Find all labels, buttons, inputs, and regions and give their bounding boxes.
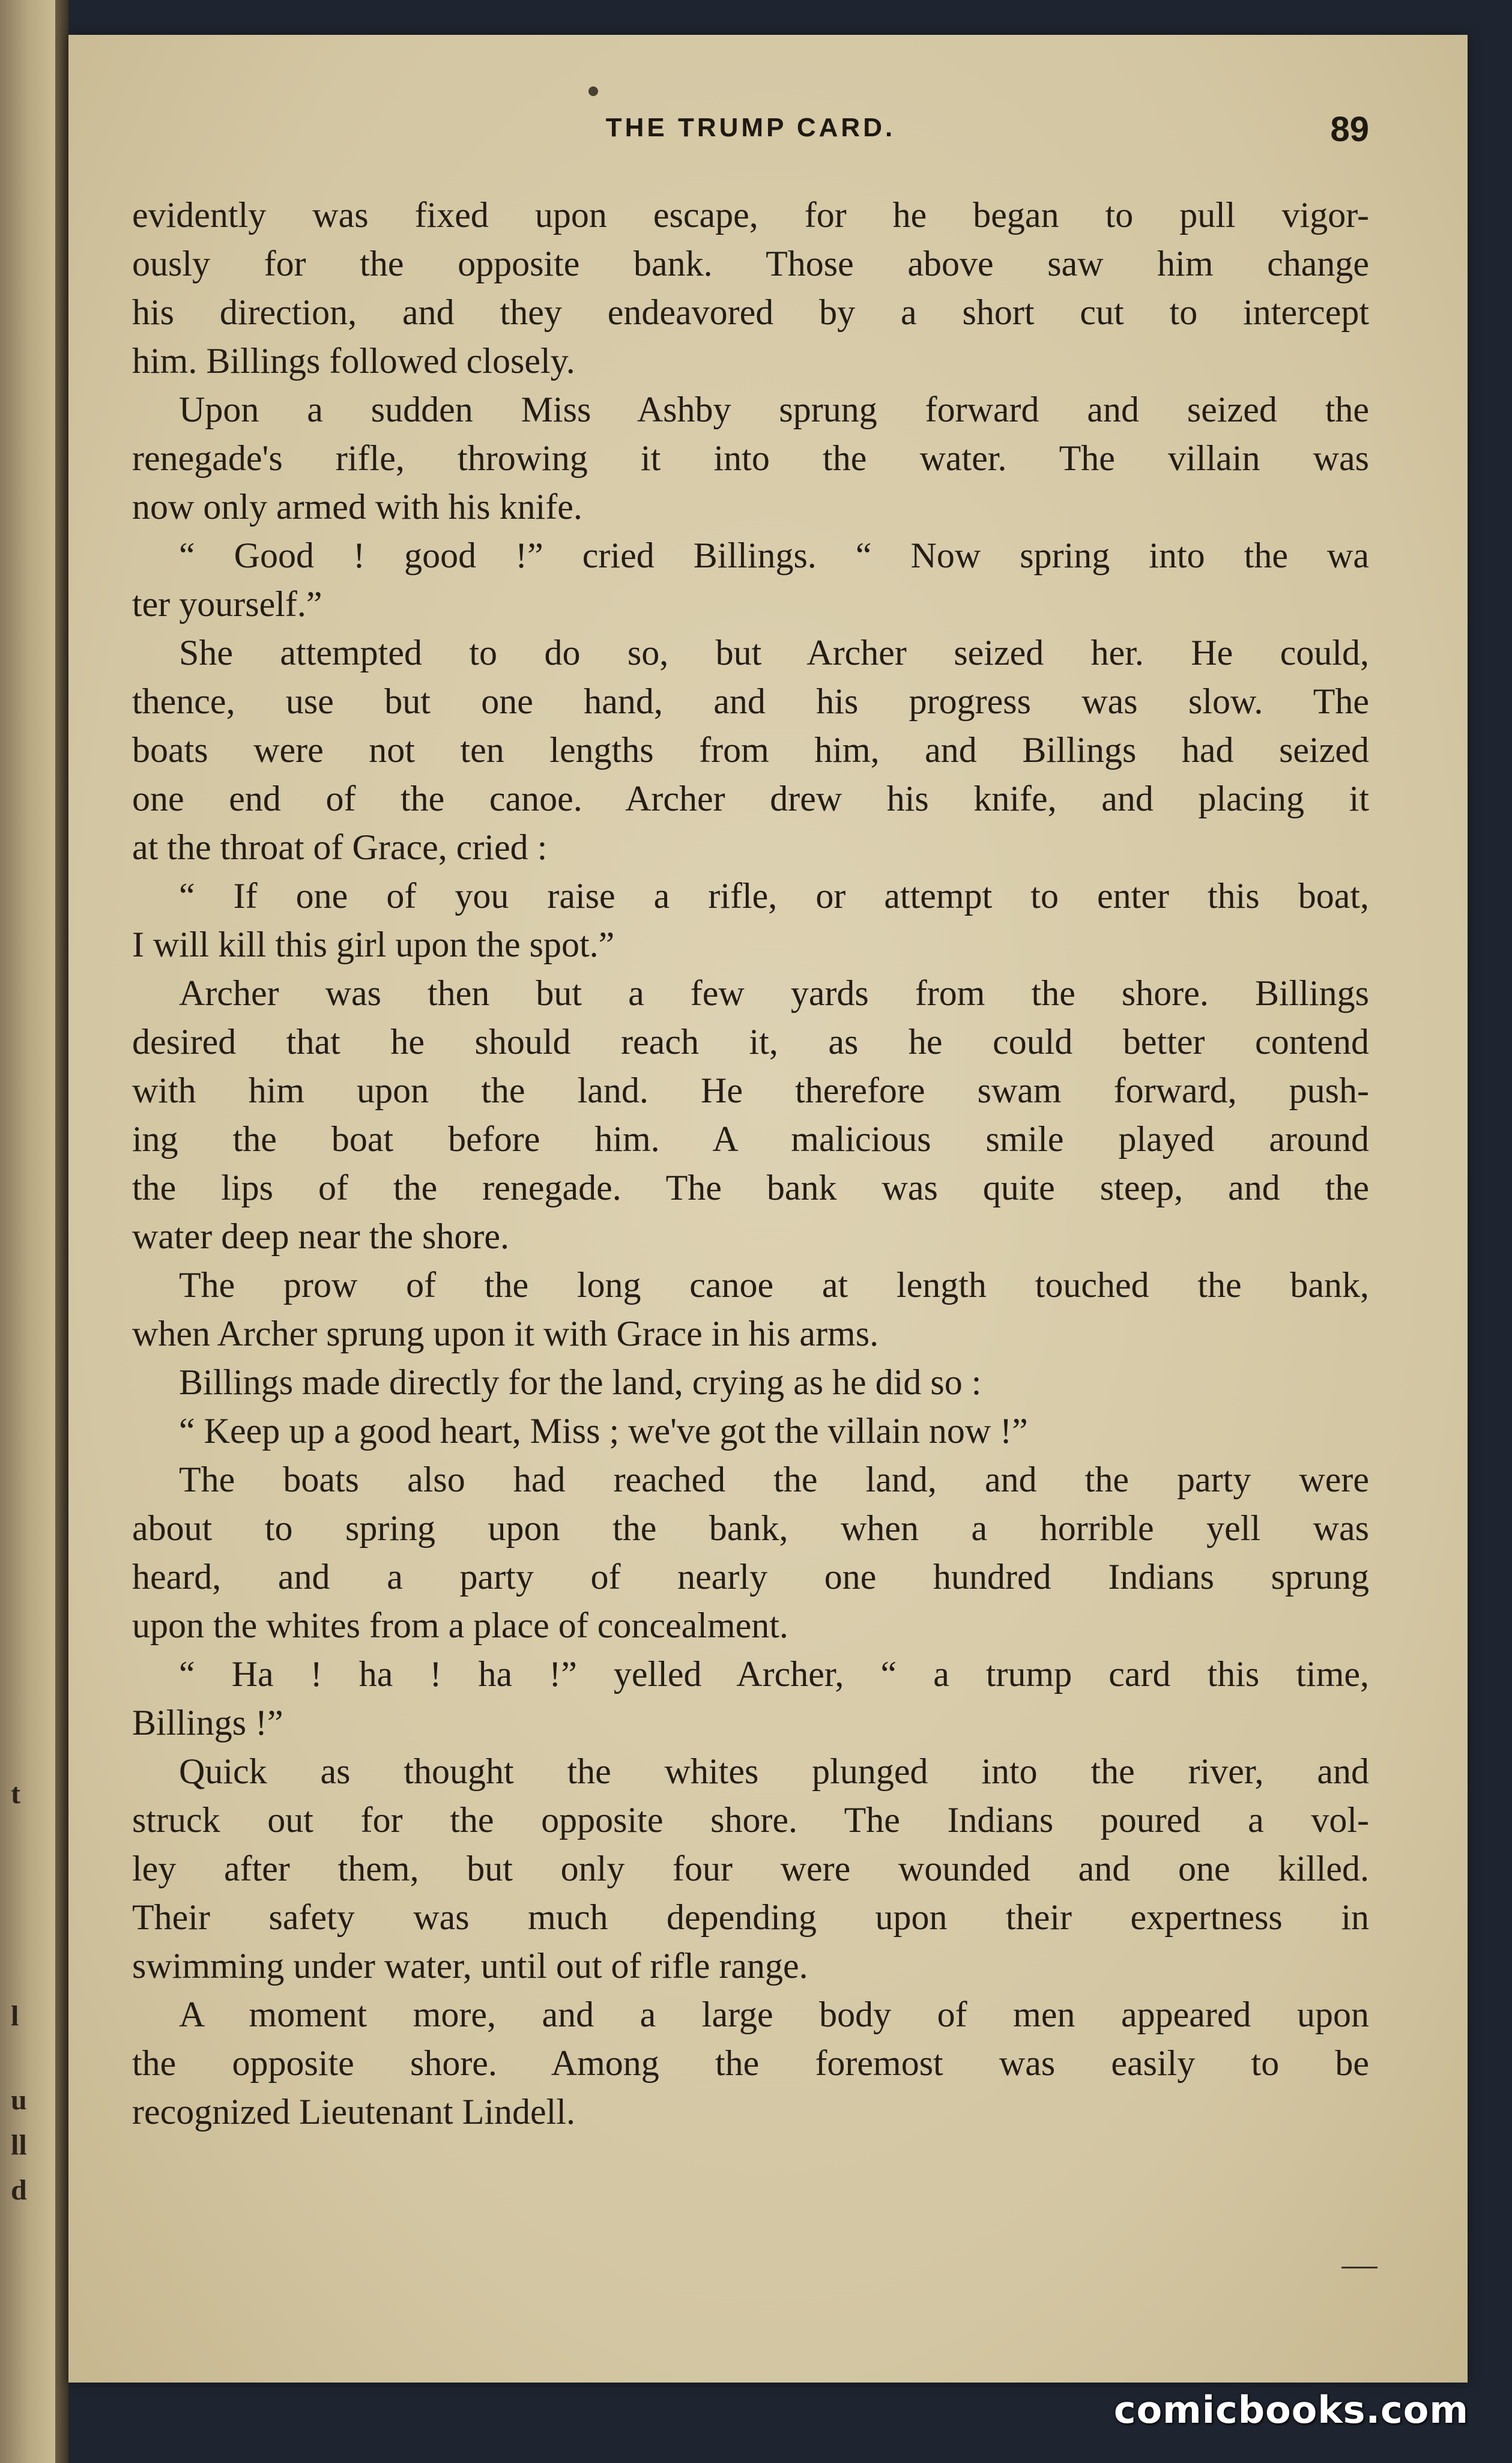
text-line: now only armed with his knife. <box>132 487 582 527</box>
page-number: 89 <box>1330 110 1369 149</box>
text-line: “ Keep up a good heart, Miss ; we've got the villain now !” <box>179 1411 1028 1451</box>
text-line: desired that he should reach it, as he could better contend <box>132 1022 1369 1062</box>
text-line: Billings !” <box>132 1703 283 1742</box>
text-line: with him upon the land. He therefore swam forward, push- <box>132 1071 1369 1110</box>
text-line: A moment more, and a large body of men appeared upon <box>179 1995 1369 2034</box>
text-line: “ Ha ! ha ! ha !” yelled Archer, “ a trump card this time, <box>179 1654 1369 1694</box>
margin-fragment: d <box>11 2174 27 2206</box>
adjacent-page-edge <box>0 0 55 2463</box>
margin-fragment: u <box>11 2084 27 2116</box>
book-page <box>68 35 1468 2383</box>
text-line: him. Billings followed closely. <box>132 341 575 381</box>
margin-fragment: l <box>11 2000 19 2032</box>
text-line: when Archer sprung upon it with Grace in his arms. <box>132 1314 879 1353</box>
text-line: struck out for the opposite shore. The Indians poured a vol- <box>132 1800 1369 1840</box>
book-gutter <box>55 0 68 2463</box>
text-line: Quick as thought the whites plunged into the river, and <box>179 1751 1369 1791</box>
text-line: renegade's rifle, throwing it into the water. The villain was <box>132 438 1369 478</box>
text-line: ously for the opposite bank. Those above saw him change <box>132 244 1369 283</box>
text-line: the opposite shore. Among the foremost was easily to be <box>132 2043 1369 2083</box>
text-line: ley after them, but only four were wounded and one killed. <box>132 1849 1369 1888</box>
text-line: recognized Lieutenant Lindell. <box>132 2092 576 2132</box>
text-line: “ If one of you raise a rifle, or attempt to enter this boat, <box>179 876 1369 916</box>
page-content <box>132 110 1369 2136</box>
text-line: thence, use but one hand, and his progress was slow. The <box>132 681 1369 721</box>
watermark: comicbooks.com <box>1113 2388 1469 2432</box>
text-line: Billings made directly for the land, crying as he did so : <box>179 1362 982 1402</box>
margin-fragment: ll <box>11 2129 27 2161</box>
text-line: the lips of the renegade. The bank was quite steep, and the <box>132 1168 1369 1207</box>
margin-fragment: t <box>11 1778 20 1810</box>
text-line: boats were not ten lengths from him, and Billings had seized <box>132 730 1369 770</box>
end-rule <box>1341 2267 1377 2268</box>
text-line: his direction, and they endeavored by a short cut to intercept <box>132 292 1369 332</box>
running-head <box>132 110 1369 161</box>
text-line: at the throat of Grace, cried : <box>132 827 548 867</box>
text-line: one end of the canoe. Archer drew his knife, and placing it <box>132 779 1369 818</box>
text-line: upon the whites from a place of concealment. <box>132 1606 788 1645</box>
text-line: ing the boat before him. A malicious smile played around <box>132 1119 1369 1159</box>
text-line: ter yourself.” <box>132 584 322 624</box>
text-line: heard, and a party of nearly one hundred Indians sprung <box>132 1557 1369 1597</box>
text-line: I will kill this girl upon the spot.” <box>132 925 615 964</box>
text-line: Their safety was much depending upon their expertness in <box>132 1897 1369 1937</box>
text-line: evidently was fixed upon escape, for he began to pull vigor- <box>132 195 1369 235</box>
ink-dot <box>588 86 598 96</box>
text-line: Archer was then but a few yards from the shore. Billings <box>179 973 1369 1013</box>
text-line: Upon a sudden Miss Ashby sprung forward and seized the <box>179 390 1369 429</box>
text-line: The boats also had reached the land, and the party were <box>179 1460 1369 1499</box>
text-line: about to spring upon the bank, when a horrible yell was <box>132 1508 1369 1548</box>
body-text <box>132 191 1369 2136</box>
text-line: water deep near the shore. <box>132 1216 510 1256</box>
text-line: The prow of the long canoe at length touched the bank, <box>179 1265 1369 1305</box>
running-head-title: THE TRUMP CARD. <box>605 113 896 142</box>
text-line: “ Good ! good !” cried Billings. “ Now spring into the wa <box>179 536 1369 575</box>
text-line: swimming under water, until out of rifle range. <box>132 1946 808 1986</box>
text-line: She attempted to do so, but Archer seized her. He could, <box>179 633 1369 672</box>
